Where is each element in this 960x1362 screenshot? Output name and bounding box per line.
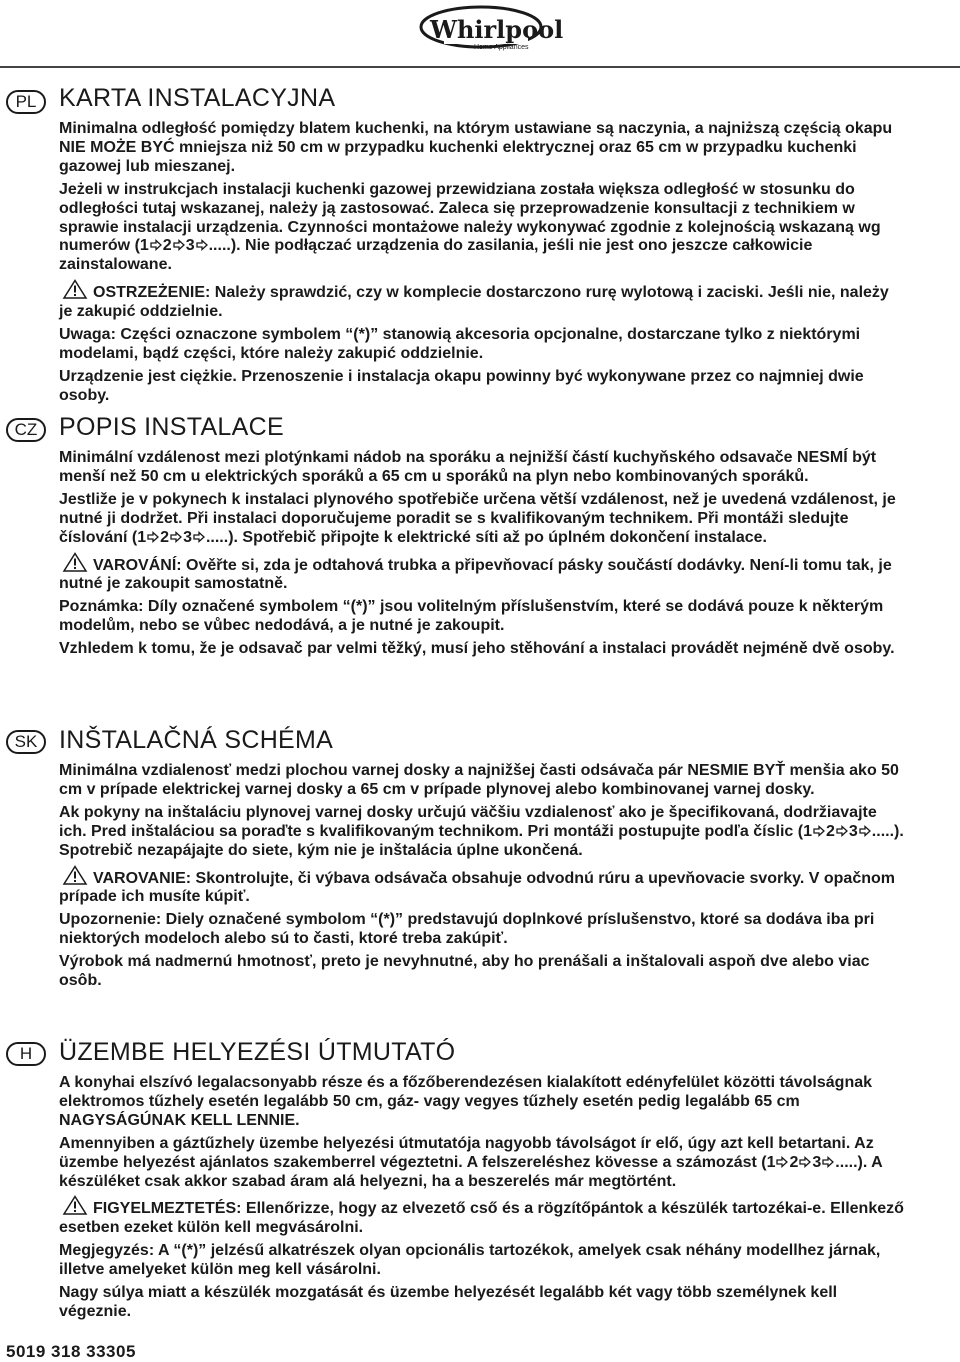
- right-arrow-icon: [173, 240, 185, 250]
- right-arrow-icon: [836, 826, 848, 836]
- section-title-h: ÜZEMBE HELYEZÉSI ÚTMUTATÓ: [59, 1038, 456, 1066]
- warning-text: VAROVANIE: Skontrolujte, či výbava odsávača obsahuje odvodnú rúru a upevňovacie svorky. V opačnom prípade ich musíte kúpiť.: [59, 869, 895, 906]
- note-paragraph: Poznámka: Díly označené symbolem “(*)” jsou volitelným příslušenstvím, které se dodává pouze k některým modelům, nebo se vůbec nedodává, a je nutné je zakoupit.: [59, 598, 884, 635]
- right-arrow-icon: [813, 826, 825, 836]
- step-two: 2: [789, 1153, 799, 1171]
- instructions-paragraph: [59, 491, 905, 548]
- distance-paragraph: Minimalna odległość pomiędzy blatem kuchenki, na którym ustawiane są naczynia, a najniższą częścią okapu NIE MOŻE BYĆ mniejsza niż 50 cm w przypadku kuchenki elektrycznej oraz 65 cm w przypadku kuchenki gazowej lub mieszanej.: [59, 120, 893, 175]
- distance-paragraph: A konyhai elszívó legalacsonyabb része és a főzőberendezésen kialakított edényfelület közötti távolságnak elektromos tűzhely esetén legalább 50 cm, gáz- vagy vegyes tűzhely esetén pedig legalább 65 cm NAGYSÁGÚNAK KELL LENNIE.: [59, 1074, 873, 1129]
- distance-paragraph: Minimálna vzdialenosť medzi plochou varnej dosky a najnižšej časti odsávača pár NESMIE BYŤ menšia ako 50 cm v prípade elektrickej varnej dosky a 65 cm v prípade plynovej alebo kombinovanej varnej dosky.: [59, 762, 899, 798]
- right-arrow-icon: [170, 532, 182, 542]
- header-rule: [0, 66, 960, 68]
- note-paragraph: Uwaga: Części oznaczone symbolem “(*)” stanowią akcesoria opcjonalne, dostarczane tylko z niektórymi modelami, bądź części, które należy zakupić oddzielnie.: [59, 326, 861, 362]
- note-paragraph: Upozornenie: Diely označené symbolom “(*)” predstavujú doplnkové príslušenstvo, ktoré sa dodáva iba pri niektorých modeloch alebo sú to časti, ktoré treba zakúpiť.: [59, 911, 875, 948]
- instructions-paragraph: [59, 804, 905, 861]
- weight-paragraph: Výrobok má nadmernú hmotnosť, preto je nevyhnutné, aby ho prenášali a inštalovali aspoň dve alebo viac osôb.: [59, 953, 870, 990]
- section-body-h: [59, 1074, 905, 1326]
- step-three: 3: [848, 822, 858, 840]
- section-title-sk: INŠTALAČNÁ SCHÉMA: [59, 726, 334, 754]
- step-two: 2: [162, 237, 172, 255]
- right-arrow-icon: [776, 1157, 788, 1167]
- section-title-cz: POPIS INSTALACE: [59, 413, 284, 441]
- warning-paragraph: [59, 279, 905, 322]
- brand-name: Whirlpool: [430, 15, 564, 44]
- section-title-pl: KARTA INSTALACYJNA: [59, 84, 336, 112]
- warning-text: OSTRZEŻENIE: Należy sprawdzić, czy w komplecie dostarczono rurę wylotową i zaciski. Jeśli nie, należy je zakupić oddzielnie.: [59, 284, 889, 321]
- instructions-text: Amennyiben a gáztűzhely üzembe helyezési útmutatója nagyobb távolságot ír elő, úgy azt kell betartani. Az üzembe helyezést ajánlatos szakemberrel végeztetni. A felszereléshez kövesse a számozást (1: [59, 1134, 874, 1171]
- right-arrow-icon: [799, 1157, 811, 1167]
- instructions-text: Jestliže je v pokynech k instalaci plynového spotřebiče určena větší vzdálenost, než je uvedená vzdálenost, je nutné ji dodržet. Při instalaci doporučujeme poradit se s kvalifikovaným technikem. Při montáži sledujte číslování (1: [59, 490, 896, 546]
- lang-badge-cz: CZ: [6, 418, 46, 442]
- weight-paragraph: Vzhledem k tomu, že je odsavač par velmi těžký, musí jeho stěhování a instalaci provádět nejméně dvě osoby.: [59, 640, 895, 658]
- lang-badge-sk: SK: [6, 730, 46, 754]
- warning-paragraph: [59, 552, 905, 595]
- instructions-text: Ak pokyny na inštaláciu plynovej varnej dosky určujú väčšiu vzdialenosť ako je špecifikovaná, dodržiavajte ich. Pred inštaláciou sa poraďte s kvalifikovaným technikom. Pri montáži postupujte podľa číslic (1: [59, 803, 877, 840]
- right-arrow-icon: [822, 1157, 834, 1167]
- warning-triangle-icon: [63, 552, 87, 572]
- step-three: 3: [185, 237, 195, 255]
- step-two: 2: [160, 528, 170, 546]
- section-body-pl: [59, 120, 905, 410]
- right-arrow-icon: [193, 532, 205, 542]
- warning-paragraph: [59, 865, 905, 908]
- right-arrow-icon: [859, 826, 871, 836]
- section-body-sk: [59, 762, 905, 995]
- distance-paragraph: Minimální vzdálenost mezi plotýnkami nádob na sporáku a nejnižší částí kuchyňského odsavače NESMÍ být menší než 50 cm u elektrických sporáků a 65 cm u sporáků na plyn nebo kombinovaných sporáků.: [59, 449, 877, 485]
- warning-triangle-icon: [63, 1195, 87, 1215]
- weight-paragraph: Nagy súlya miatt a készülék mozgatását és üzembe helyezését legalább két vagy több személynek kell végeznie.: [59, 1284, 838, 1320]
- whirlpool-logo: [418, 4, 564, 54]
- note-paragraph: Megjegyzés: A “(*)” jelzésű alkatrészek olyan opcionális tartozékok, amelyek csak néhány modellhez járnak, illetve amelyeket külön meg kell vásárolni.: [59, 1242, 881, 1279]
- right-arrow-icon: [150, 240, 162, 250]
- lang-badge-h: H: [6, 1042, 46, 1066]
- instructions-text-end: .....). Spotrebič nezapájajte do siete, kým nie je inštalácia úplne ukončená.: [59, 822, 904, 859]
- right-arrow-icon: [147, 532, 159, 542]
- warning-triangle-icon: [63, 279, 87, 299]
- document-code: 5019 318 33305: [6, 1342, 136, 1361]
- warning-paragraph: [59, 1195, 905, 1238]
- instructions-text: Jeżeli w instrukcjach instalacji kuchenki gazowej przewidziana została większa odległość w stosunku do odległości tutaj wskazanej, należy ją zastosować. Zaleca się przeprowadzenie konsultacji z technikiem w sprawie instalacji urządzenia. Czynności montażowe należy wykonywać zgodnie z kolejnością wskazaną wg numerów (1: [59, 180, 881, 255]
- instructions-text-end: .....). Nie podłączać urządzenia do zasilania, jeśli nie jest ono jeszcze całkowicie zainstalowane.: [59, 237, 813, 274]
- section-body-cz: [59, 449, 905, 663]
- instructions-text-end: .....). Spotřebič připojte k elektrické síti až po úplném dokončení instalace.: [205, 528, 767, 546]
- step-three: 3: [183, 528, 192, 546]
- brand-tagline: Home Appliances: [474, 44, 529, 51]
- instructions-paragraph: [59, 1135, 905, 1192]
- instructions-text-end: .....). A készüléket csak akkor szabad áram alá helyezni, ha a beszerelés már megtörtént.: [59, 1153, 883, 1190]
- warning-text: VAROVÁNÍ: Ověřte si, zda je odtahová trubka a připevňovací pásky součástí dodávky. Není-li tomu tak, je nutné je zakoupit samostatně.: [59, 556, 892, 593]
- step-two: 2: [825, 822, 835, 840]
- right-arrow-icon: [196, 240, 208, 250]
- warning-triangle-icon: [63, 865, 87, 885]
- instructions-paragraph: [59, 181, 905, 276]
- weight-paragraph: Urządzenie jest ciężkie. Przenoszenie i instalacja okapu powinny być wykonywane przez co najmniej dwie osoby.: [59, 367, 864, 404]
- lang-badge-pl: PL: [6, 90, 46, 114]
- step-three: 3: [812, 1153, 822, 1171]
- warning-text: FIGYELMEZTETÉS: Ellenőrizze, hogy az elvezető cső és a rögzítőpántok a készülék tartozékai-e. Ellenkező esetben ezeket külön kell megvásárolni.: [59, 1200, 904, 1237]
